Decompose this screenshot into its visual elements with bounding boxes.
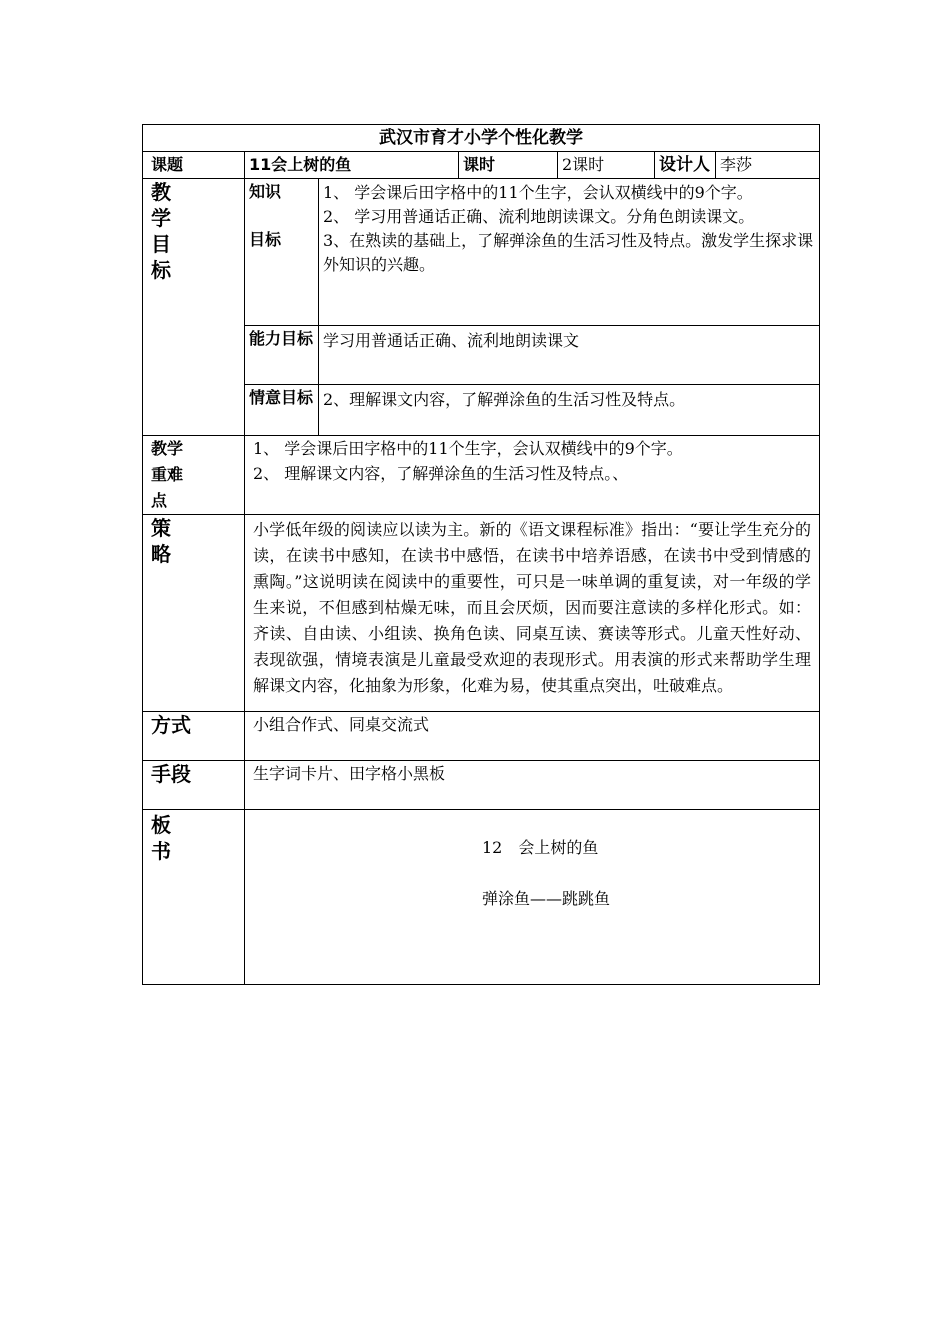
emotion-goal-row [143,385,820,436]
document-title: 武汉市育才小学个性化教学 [143,125,820,152]
key-points-label-line: 重难 [151,465,184,484]
knowledge-goal-item: 3、在熟读的基础上，了解弹涂鱼的生活习性及特点。激发学生探求课外知识的兴趣。 [323,231,814,274]
strategy-label-char: 略 [151,542,171,566]
knowledge-goal-label [245,179,319,326]
header-row [143,152,820,179]
designer-label: 设计人 [655,152,716,179]
strategy-label [143,515,245,712]
ability-goal-label: 能力目标 [245,326,319,385]
knowledge-goal-item: 1、 学会课后田字格中的11个生字，会认双横线中的9个字。 [323,183,753,202]
means-label: 手段 [143,761,245,810]
goals-label-char: 目 [151,232,171,256]
strategy-row [143,515,820,712]
means-row [143,761,820,810]
knowledge-goal-row [143,179,820,326]
topic-value: 11会上树的鱼 [245,152,459,179]
key-points-label [143,436,245,515]
strategy-text: 小学低年级的阅读应以读为主。新的《语文课程标准》指出：“要让学生充分的读，在读书中感知，在读书中感悟，在读书中培养语感，在读书中受到情感的熏陶。”这说明读在阅读中的重要性，可只是一味单调的重复读，对一年级的学生来说，不但感到枯燥无味，而且会厌烦，因而要注意读的多样化形式。如：齐读、自由读、小组读、换角色读、同桌互读、赛读等形式。儿童天性好动、表现欲强，情境表演是儿童最受欢迎的表现形式。用表演的形式来帮助学生理解课文内容，化抽象为形象，化难为易，使其重点突出，吐破难点。 [245,515,820,712]
period-label: 课时 [459,152,558,179]
knowledge-goal-item: 2、 学习用普通话正确、流利地朗读课文。分角色朗读课文。 [323,207,755,226]
knowledge-goal-label-line2: 目标 [249,230,282,249]
board-label-char: 板 [151,813,171,837]
board-line-title: 12 会上树的鱼 [482,838,599,857]
board-label-char: 书 [151,839,171,863]
key-point-item: 1、 学会课后田字格中的11个生字，会认双横线中的9个字。 [253,439,683,458]
strategy-label-char: 策 [151,516,171,540]
method-row [143,712,820,761]
board-label [143,810,245,985]
knowledge-goal-label-line1: 知识 [249,182,282,201]
goals-label-char: 教 [151,180,171,204]
designer-value: 李莎 [716,152,820,179]
key-points-label-line: 教学 [151,439,184,458]
period-value: 2课时 [558,152,655,179]
method-label: 方式 [143,712,245,761]
key-points-row [143,436,820,515]
goals-label-char: 学 [151,206,171,230]
ability-goal-text: 学习用普通话正确、流利地朗读课文 [319,326,820,385]
key-point-item: 2、 理解课文内容，了解弹涂鱼的生活习性及特点。、 [253,464,629,483]
ability-goal-row [143,326,820,385]
lesson-plan-table [142,124,820,985]
board-content [245,810,820,985]
knowledge-goal-content [319,179,820,326]
key-points-label-line: 点 [151,491,168,510]
board-row [143,810,820,985]
board-line-fish: 弹涂鱼——跳跳鱼 [482,889,611,908]
emotion-goal-label: 情意目标 [245,385,319,436]
emotion-goal-text: 2、理解课文内容，了解弹涂鱼的生活习性及特点。 [319,385,820,436]
goals-label-char: 标 [151,258,171,282]
key-points-content [245,436,820,515]
method-text: 小组合作式、同桌交流式 [245,712,820,761]
means-text: 生字词卡片、田字格小黑板 [245,761,820,810]
topic-label: 课题 [143,152,245,179]
lesson-plan [142,124,819,985]
goals-label [143,179,245,436]
